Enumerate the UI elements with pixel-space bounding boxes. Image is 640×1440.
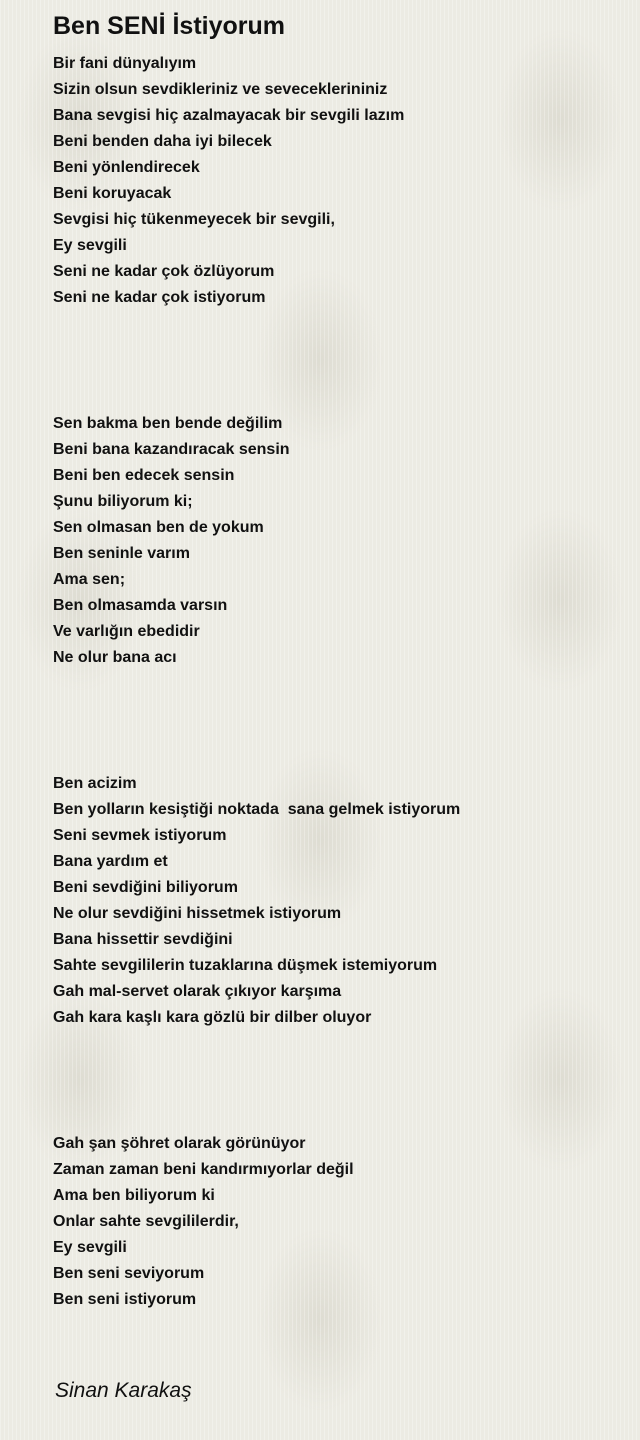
stanza-4 bbox=[53, 1131, 623, 1313]
poem-line: Beni yönlendirecek bbox=[53, 159, 200, 176]
poem-line: Sahte sevgililerin tuzaklarına düşmek istemiyorum bbox=[53, 957, 438, 974]
poem-line: Ey sevgili bbox=[53, 1239, 127, 1256]
poem-line: Beni sevdiğini biliyorum bbox=[53, 879, 238, 896]
poem-line: Sizin olsun sevdikleriniz ve seveceklerininiz bbox=[53, 81, 388, 98]
poem-line: Bir fani dünyalıyım bbox=[53, 55, 197, 72]
poem-line: Bana yardım et bbox=[53, 853, 168, 870]
poem-line: Onlar sahte sevgililerdir, bbox=[53, 1213, 239, 1230]
poem-line: Ey sevgili bbox=[53, 237, 127, 254]
poem-line: Bana sevgisi hiç azalmayacak bir sevgili lazım bbox=[53, 107, 405, 124]
poem-line: Bana hissettir sevdiğini bbox=[53, 931, 233, 948]
author-name: Sinan Karakaş bbox=[55, 1379, 192, 1402]
poem-line: Sevgisi hiç tükenmeyecek bir sevgili, bbox=[53, 211, 335, 228]
poem-line: Seni ne kadar çok özlüyorum bbox=[53, 263, 275, 280]
poem-line: Ne olur bana acı bbox=[53, 649, 177, 666]
poem-line: Beni bana kazandıracak sensin bbox=[53, 441, 290, 458]
poem-line: Ben acizim bbox=[53, 775, 137, 792]
poem-line: Beni ben edecek sensin bbox=[53, 467, 235, 484]
poem-line: Gah kara kaşlı kara gözlü bir dilber oluyor bbox=[53, 1009, 372, 1026]
poem-line: Ben seni seviyorum bbox=[53, 1265, 205, 1282]
poem-line: Ve varlığın ebedidir bbox=[53, 623, 200, 640]
poem-line: Beni benden daha iyi bilecek bbox=[53, 133, 272, 150]
poem-line: Ama ben biliyorum ki bbox=[53, 1187, 215, 1204]
poem-line: Seni ne kadar çok istiyorum bbox=[53, 289, 266, 306]
poem-line: Sen bakma ben bende değilim bbox=[53, 415, 283, 432]
poem-line: Ben seninle varım bbox=[53, 545, 190, 562]
poem-line: Ben olmasamda varsın bbox=[53, 597, 228, 614]
stanza-2 bbox=[53, 411, 623, 671]
poem-line: Seni sevmek istiyorum bbox=[53, 827, 227, 844]
stanza-3 bbox=[53, 771, 623, 1031]
poem-line: Gah şan şöhret olarak görünüyor bbox=[53, 1135, 306, 1152]
poem-line: Ama sen; bbox=[53, 571, 126, 588]
poem-line: Ne olur sevdiğini hissetmek istiyorum bbox=[53, 905, 342, 922]
poem-line: Zaman zaman beni kandırmıyorlar değil bbox=[53, 1161, 354, 1178]
poem-line: Gah mal-servet olarak çıkıyor karşıma bbox=[53, 983, 342, 1000]
poem-title: Ben SENİ İstiyorum bbox=[53, 12, 285, 40]
poem-line: Beni koruyacak bbox=[53, 185, 172, 202]
poem-line: Ben yolların kesiştiği noktada sana gelmek istiyorum bbox=[53, 801, 461, 818]
stanza-1 bbox=[53, 51, 623, 311]
poem-line: Ben seni istiyorum bbox=[53, 1291, 197, 1308]
poem-line: Sen olmasan ben de yokum bbox=[53, 519, 264, 536]
poem-line: Şunu biliyorum ki; bbox=[53, 493, 193, 510]
